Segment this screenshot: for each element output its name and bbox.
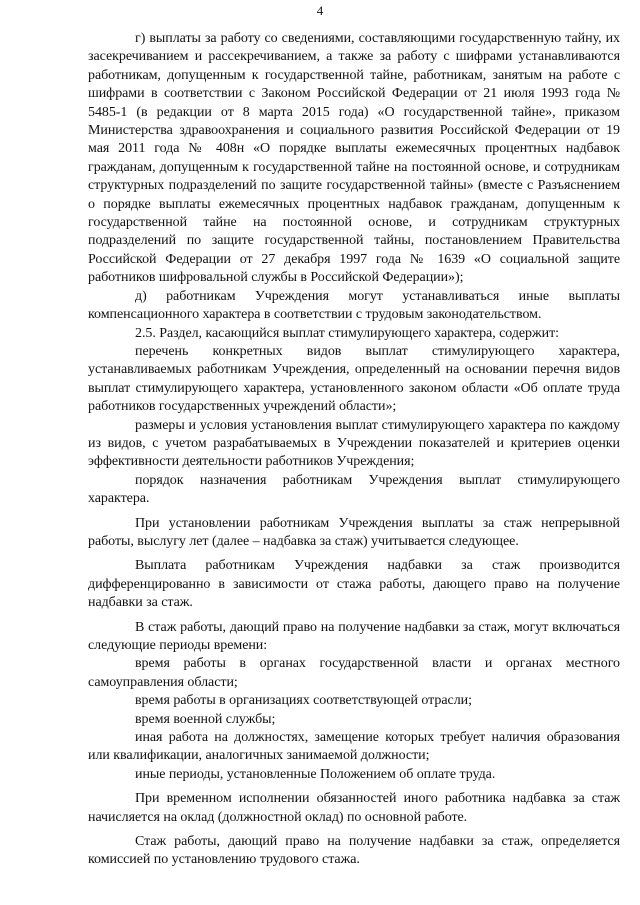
paragraph-seniority-bonus-intro: При установлении работникам Учреждения выплаты за стаж непрерывной работы, выслугу лет (далее – надбавка за стаж) учитывается следующее. — [88, 515, 620, 549]
paragraph-g-state-secret-payments: г) выплаты за работу со сведениями, составляющими государственную тайну, их засекречиванием и рассекречиванием, а также за работу с шифрами устанавливаются работникам, допущенным к государственной тайне, работникам, занятым на работе с шифрами в соответствии с Законом Российской Федерации от 21 июля 1993 года № 5485-1 (в редакции от 8 марта 2015 года) «О государственной тайне», приказом Министерства здравоохранения и социального развития Российской Федерации от 19 мая 2011 года № 408н «О порядке выплаты ежемесячных процентных надбавок гражданам, допущенным к государственной тайне на постоянной основе, и сотрудникам структурных подразделений по защите государственной тайны» (вместе с Разъяснением о порядке выплаты ежемесячных процентных надбавок гражданам, допущенным к государственной тайне на постоянной основе, и сотрудникам структурных подразделений по защите государственной тайны, постановлением Правительства Российской Федерации от 27 декабря 1997 года № 1639 «О социальной защите работников шифровальной службы в Российской Федерации»); — [88, 31, 620, 286]
paragraph-list-of-incentive-payments: перечень конкретных видов выплат стимулирующего характера, устанавливаемых работникам Учреждения, определенный на основании перечня видов выплат стимулирующего характера, установленного законом области «Об оплате труда работников государственных учреждений области»; — [88, 343, 620, 415]
list-item-industry-work: время работы в организациях соответствующей отрасли; — [135, 693, 472, 709]
paragraph-2-5-section-heading: 2.5. Раздел, касающийся выплат стимулирующего характера, содержит: — [135, 325, 559, 341]
paragraph-d-other-compensation: д) работникам Учреждения могут устанавливаться иные выплаты компенсационного характера в соответствии с трудовым законодательством. — [88, 288, 620, 323]
paragraph-seniority-differentiation: Выплата работникам Учреждения надбавки за стаж производится дифференцированно в зависимости от стажа работы, дающего право на получение надбавки за стаж. — [88, 558, 620, 611]
paragraph-seniority-commission: Стаж работы, дающий право на получение надбавки за стаж, определяется комиссией по установлению трудового стажа. — [88, 834, 620, 868]
paragraph-amounts-and-conditions: размеры и условия установления выплат стимулирующего характера по каждому из видов, с учетом разрабатываемых в Учреждении показателей и критериев оценки эффективности деятельности работников Учреждения; — [88, 417, 620, 470]
paragraph-assignment-procedure: порядок назначения работникам Учреждения выплат стимулирующего характера. — [88, 472, 620, 507]
list-item-government-service: время работы в органах государственной власти и органах местного самоуправления области; — [88, 656, 620, 690]
paragraph-temporary-duties: При временном исполнении обязанностей иного работника надбавка за стаж начисляется на оклад (должностной оклад) по основной работе. — [88, 791, 620, 825]
paragraph-seniority-periods-intro: В стаж работы, дающий право на получение надбавки за стаж, могут включаться следующие периоды времени: — [88, 619, 620, 653]
list-item-equivalent-positions: иная работа на должностях, замещение которых требует наличия образования или квалификации, аналогичных занимаемой должности; — [88, 730, 620, 764]
page-number: 4 — [316, 3, 324, 18]
list-item-other-periods: иные периоды, установленные Положением об оплате труда. — [135, 766, 496, 782]
list-item-military-service: время военной службы; — [135, 711, 276, 727]
